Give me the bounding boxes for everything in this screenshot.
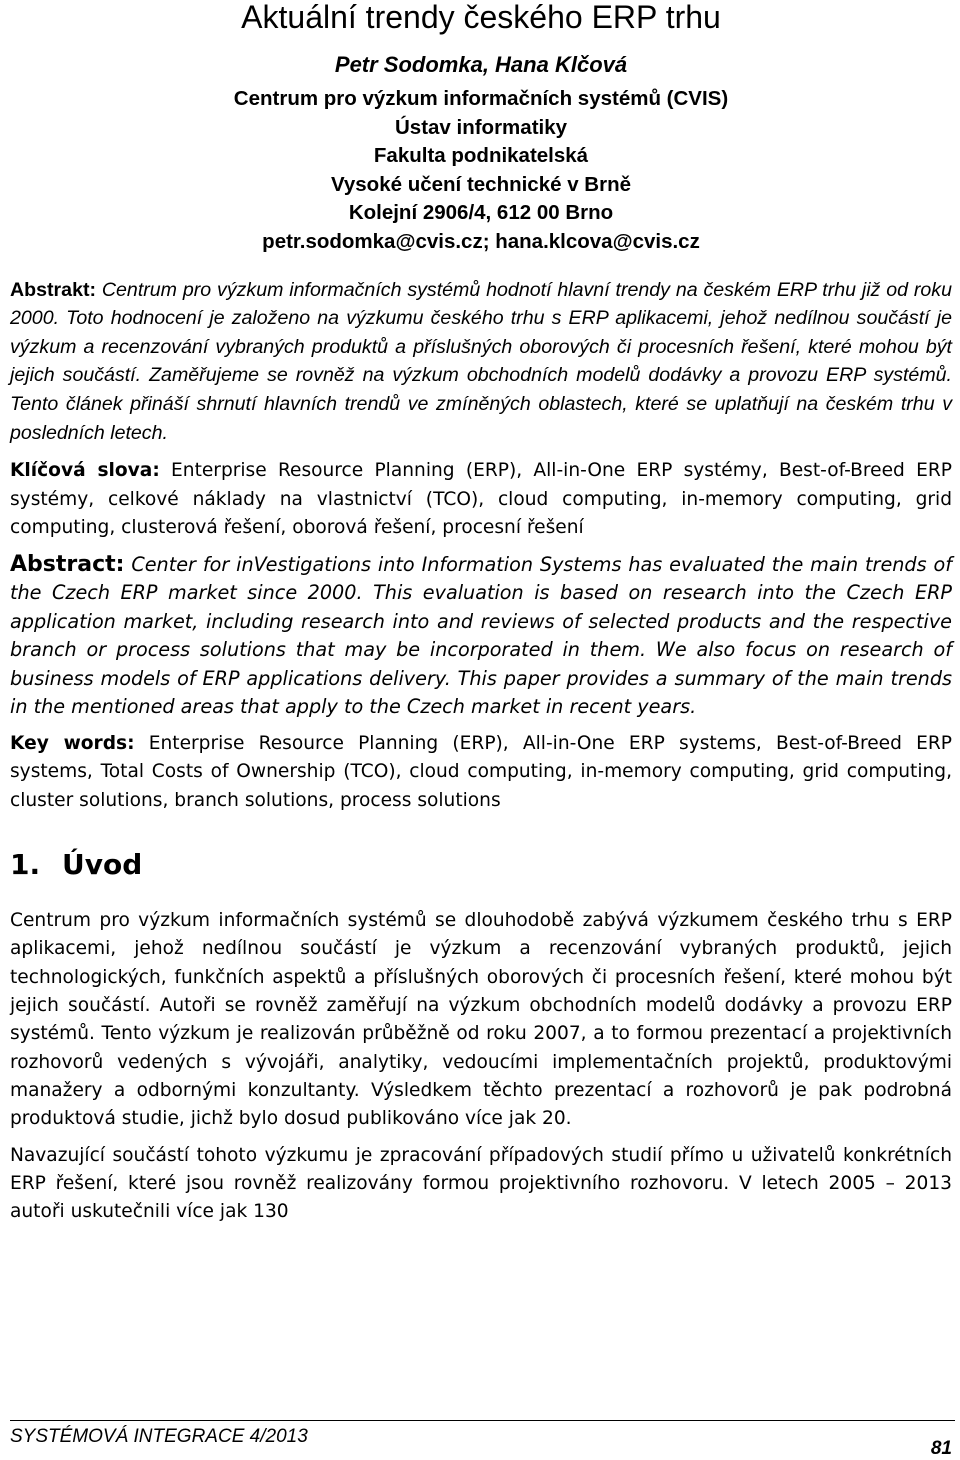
abstract-english xyxy=(10,551,952,722)
keywords-czech-text: Enterprise Resource Planning (ERP), All-in-One ERP systémy, Best-of-Breed ERP systémy, celkové náklady na vlastnictví (TCO), cloud computing, in-memory computing, grid computing, clusterová řešení, oborová řešení, procesní řešení xyxy=(10,460,952,539)
footer-divider xyxy=(10,1420,955,1421)
paper-title: Aktuální trendy českého ERP trhu xyxy=(241,0,721,35)
affiliation-line: Kolejní 2906/4, 612 00 Brno xyxy=(348,201,614,225)
body-paragraph: Centrum pro výzkum informačních systémů se dlouhodobě zabývá výzkumem českého trhu s ERP aplikacemi, jehož nedílnou součástí je výzkum a recenzování vybraných produktů, jejich technologických, funkčních aspektů a příslušných oborových či procesních řešení, které mohou být jejich součástí. Autoři se rovněž zaměřují na výzkum obchodních modelů dodávky a provozu ERP systémů. Tento výzkum je realizován průběžně od roku 2007, a to formou prezentací a projektivních rozhovorů vedených s vývojáři, analytiky, vedoucími implementačních projektů, produktovými manažery a odbornými konzultanty. Výsledkem těchto prezentací a rozhovorů je pak podrobná produktová studie, jichž bylo dosud publikováno více jak 20. xyxy=(10,910,952,1130)
keywords-czech-label: Klíčová slova: xyxy=(10,460,160,482)
affiliation-block xyxy=(10,85,952,257)
affiliation-email: petr.sodomka@cvis.cz; hana.klcova@cvis.cz xyxy=(262,229,700,253)
abstract-czech xyxy=(10,276,952,448)
abstract-czech-label: Abstrakt: xyxy=(10,278,97,301)
affiliation-line: Centrum pro výzkum informačních systémů (CVIS) xyxy=(233,87,729,110)
section-heading xyxy=(10,845,952,885)
page-number: 81 xyxy=(930,1438,952,1459)
keywords-english-text: Enterprise Resource Planning (ERP), All-in-One ERP systems, Best-of-Breed ERP systems, Total Costs of Ownership (TCO), cloud computing, in-memory computing, grid computing, cluster solutions, branch solutions, process solutions xyxy=(10,732,952,811)
paper-authors: Petr Sodomka, Hana Klčová xyxy=(334,52,628,77)
abstract-english-text: Center for inVestigations into Information Systems has evaluated the main trends of the Czech ERP market since 2000. This evaluation is based on research into the Czech ERP application market, including research into and reviews of selected products and the respective branch or process solutions that may be incorporated in them. We also focus on research of business models of ERP applications delivery. This paper provides a summary of the main trends in the mentioned areas that apply to the Czech market in recent years. xyxy=(10,552,952,719)
affiliation-line: Fakulta podnikatelská xyxy=(373,144,589,168)
affiliation-line: Vysoké učení technické v Brně xyxy=(330,172,632,196)
body-paragraph: Navazující součástí tohoto výzkumu je zpracování případových studií přímo u uživatelů konkrétních ERP řešení, které jsou rovněž realizovány formou projektivního rozhovoru. V letech 2005 – 2013 autoři uskutečnili více jak 130 xyxy=(10,1144,952,1223)
section-title: Úvod xyxy=(62,848,143,882)
paper-page xyxy=(10,0,952,1226)
abstract-czech-text: Centrum pro výzkum informačních systémů hodnotí hlavní trendy na českém ERP trhu již od roku 2000. Toto hodnocení je založeno na výzkumu českého trhu s ERP aplikacemi, jehož nedílnou součástí je výzkum a recenzování vybraných produktů a příslušných oborových či procesních řešení, které mohou být jejich součástí. Zaměřujeme se rovněž na výzkum obchodních modelů dodávky a provozu ERP systémů. Tento článek přináší shrnutí hlavních trendů ve zmíněných oblastech, které se uplatňují na českém trhu v posledních letech. xyxy=(10,278,952,444)
keywords-english xyxy=(10,730,952,816)
journal-footer: SYSTÉMOVÁ INTEGRACE 4/2013 xyxy=(10,1426,308,1447)
abstract-english-label: Abstract: xyxy=(10,551,125,577)
keywords-english-label: Key words: xyxy=(10,732,135,754)
keywords-czech xyxy=(10,457,952,543)
section-number: 1. xyxy=(10,848,41,882)
affiliation-line: Ústav informatiky xyxy=(394,115,568,139)
